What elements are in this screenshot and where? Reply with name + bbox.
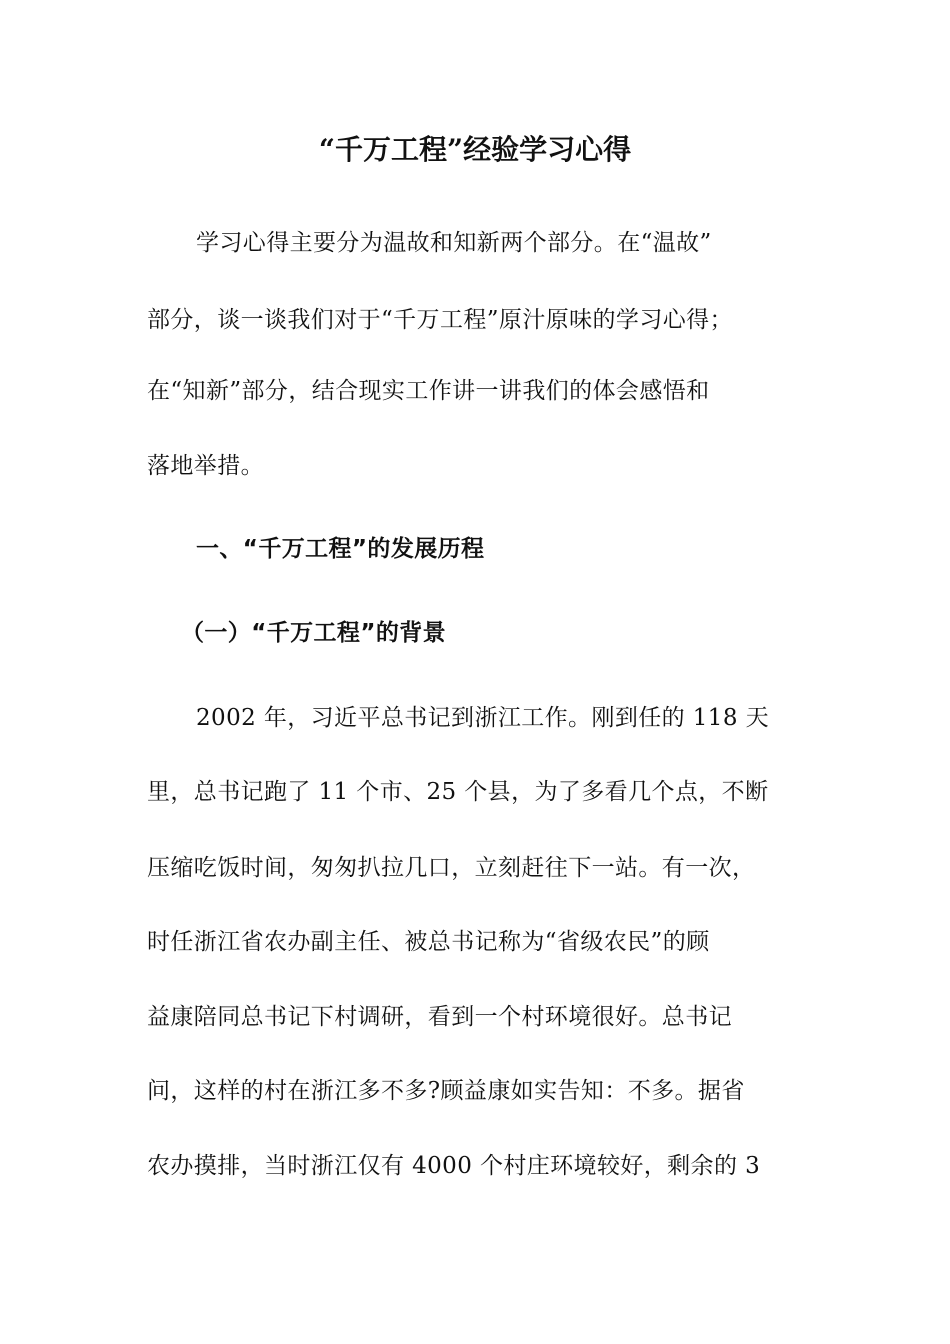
body-line: 里，总书记跑了 11 个市、25 个县，为了多看几个点，不断 — [147, 779, 769, 805]
intro-line: 在“知新”部分，结合现实工作讲一讲我们的体会感悟和 — [147, 378, 710, 404]
subsection-heading: （一）“千万工程”的背景 — [181, 620, 447, 646]
document-title: “千万工程”经验学习心得 — [318, 133, 632, 166]
intro-line: 学习心得主要分为温故和知新两个部分。在“温故” — [196, 230, 712, 256]
body-line: 问，这样的村在浙江多不多?顾益康如实告知：不多。据省 — [147, 1078, 745, 1104]
body-line: 压缩吃饭时间，匆匆扒拉几口，立刻赶往下一站。有一次， — [147, 855, 756, 881]
intro-line: 部分，谈一谈我们对于“千万工程”原汁原味的学习心得； — [147, 307, 733, 333]
intro-line: 落地举措。 — [147, 453, 264, 479]
body-line: 时任浙江省农办副主任、被总书记称为“省级农民”的顾 — [147, 929, 710, 955]
section-heading: 一、“千万工程”的发展历程 — [196, 536, 485, 562]
body-line: 益康陪同总书记下村调研，看到一个村环境很好。总书记 — [147, 1004, 732, 1030]
body-line: 2002 年，习近平总书记到浙江工作。刚到任的 118 天 — [196, 705, 769, 731]
body-line: 农办摸排，当时浙江仅有 4000 个村庄环境较好，剩余的 3 — [147, 1153, 761, 1179]
